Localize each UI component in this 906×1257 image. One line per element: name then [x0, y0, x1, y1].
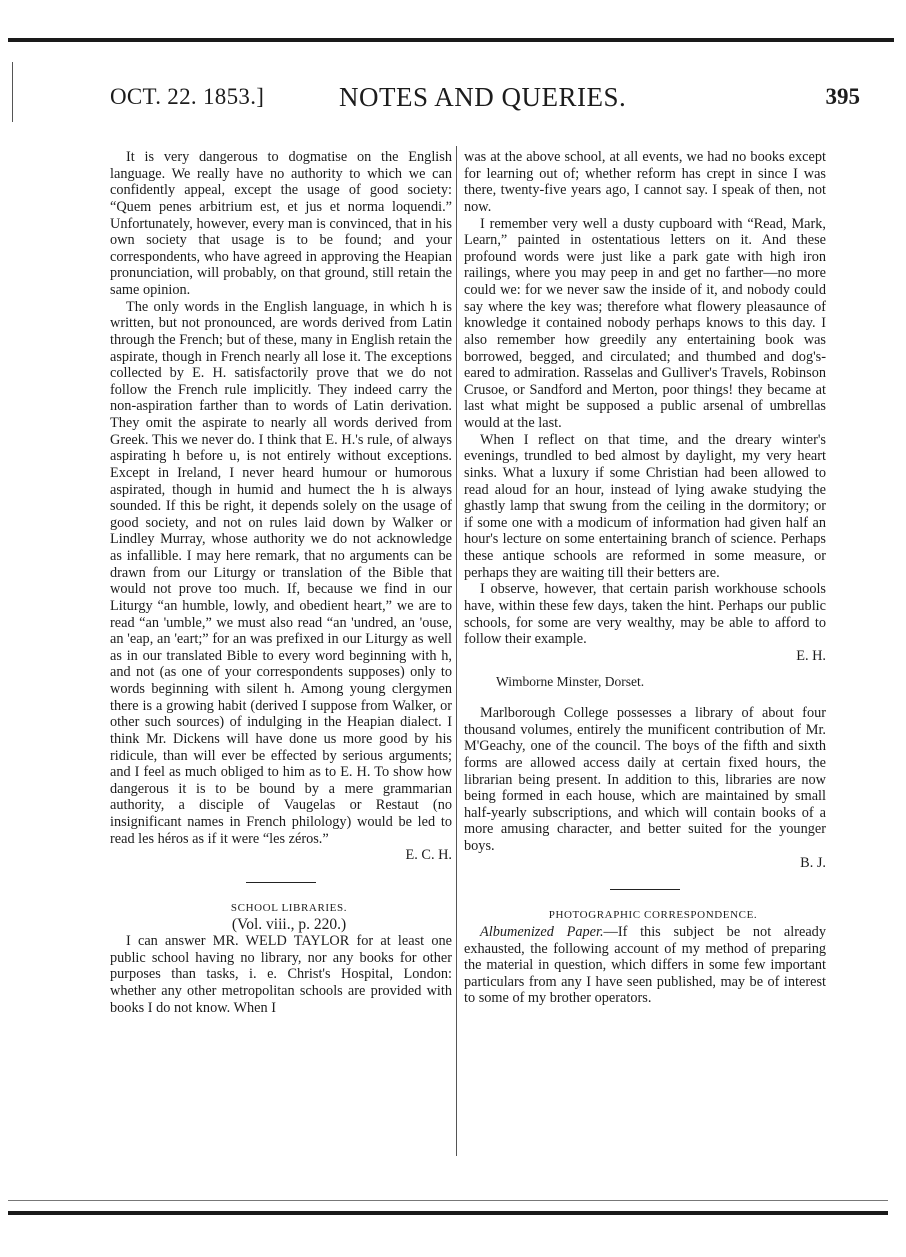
paragraph-lead: Albumenized Paper. — [480, 923, 604, 940]
paragraph: I observe, however, that certain parish workhouse schools have, within these few days, taken the hint. Perhaps our public schools, for some are very wealthy, may be able to afford to follow their example. — [464, 581, 826, 648]
bottom-thin-rule — [8, 1200, 888, 1201]
paragraph: was at the above school, at all events, we had no books except for learning out of; whether reform has crept in since I was there, twenty-five years ago, I cannot say. I speak of then, not now. — [464, 149, 826, 215]
header-title: NOTES AND QUERIES. — [339, 82, 627, 112]
column-divider — [456, 146, 457, 1156]
section-heading: PHOTOGRAPHIC CORRESPONDENCE. — [548, 909, 758, 922]
paragraph: When I reflect on that time, and the dreary winter's evenings, trundled to bed almost by daylight, my very heart sinks. What a luxury if some Christian had been allowed to read aloud for an hour, instead of lying awake studying the ghastly lamp that swung from the ceiling in the dormitory; or if some one with a modicum of information had given half an hour's lecture on some entertaining branch of science. Perhaps these antique schools are reformed in some measure, or perhaps they are waiting till their betters are. — [464, 431, 826, 581]
signature: E. H. — [796, 647, 826, 664]
paragraph: I can answer MR. WELD TAYLOR for at least one public school having no library, nor any books for other purposes than tasks, i. e. Christ's Hospital, London: whether any other metropolitan schools are provided with books I do not know. When I — [110, 933, 452, 1016]
right-column — [464, 149, 826, 1007]
page-number: 395 — [825, 84, 860, 109]
paragraph: I remember very well a dusty cupboard with “Read, Mark, Learn,” painted in ostentatious letters on it. And these profound words were just like a park gate with high iron railings, where you may peep in and get no farther—no more could we: for we never saw the inside of it, and nobody could say where the key was; therefore what flowery pleasaunce of knowledge it contained nobody perhaps knows to this day. I also remember how greedily any entertaining book was borrowed, begged, and circulated; and thumbed and dog's-eared to admiration. Rasselas and Gulliver's Travels, Robinson Crusoe, or Sandford and Merton, poor things! they became at last what might be supposed a public arsenal of umbrellas would at the last. — [464, 215, 826, 431]
paragraph: The only words in the English language, in which h is written, but not pronounced, are words derived from Latin through the French; but of these, many in English retain the aspirate, though in French nearly all lose it. The exceptions collected by E. H. satisfactorily prove that we do not follow the French rule implicitly. They indeed carry the non-aspiration farther than to words of Latin derivation. They omit the aspirate to nearly all words derived from Greek. This we never do. I think that E. H.'s rule, of always aspirating h before u, is not entirely without exceptions. Except in Ireland, I never heard humour or humorous aspirated, though in humid and humect the h is always sounded. If this be right, it depends solely on the usage of good society, and not on rules laid down by Walker or Lindley Murray, whose authority we do not acknowledge as infallible. I may here remark, that no arguments can be drawn from our Liturgy or translation of the Bible that would not prove too much. If, because we find in our Liturgy “an humble, lowly, and obedient heart,” we are to read “an 'umble,” we must also read “an 'undred, an 'ouse, an 'eap, an 'eart;” for an was prefixed in our Liturgy as well as in our translated Bible to every word beginning with h, and not (as one of your correspondents supposes) only to words beginning with silent h. Among young clergymen there is a growing habit (derived I suppose from Walker, or other such sources) of indulging in the Heapian dialect. I think Mr. Dickens will have done us more good by his ridicule, than will ever be effected by serious arguments; and I feel as much obliged to him as to E. H. To show how dangerous it is to be bound by a mere grammarian authority, a disciple of Vaugelas or Restaut (no insignificant names in French philology) would be led to read les héros as if it were “les zéros.” — [110, 298, 452, 847]
signature: B. J. — [800, 854, 826, 871]
section-reference: (Vol. viii., p. 220.) — [231, 915, 347, 933]
page-header — [110, 84, 860, 124]
header-date: OCT. 22. 1853.] — [110, 84, 265, 109]
place-line: Wimborne Minster, Dorset. — [496, 674, 645, 690]
top-rule — [8, 38, 894, 42]
section-heading: SCHOOL LIBRARIES. — [230, 901, 348, 914]
signature: E. C. H. — [405, 847, 452, 864]
paragraph: Marlborough College possesses a library of about four thousand volumes, entirely the munificent contribution of Mr. M'Geachy, one of the council. The boys of the fifth and sixth forms are allowed access daily at certain fixed hours, the librarian being present. In addition to this, libraries are now being formed in each house, which are maintained by small half-yearly subscriptions, and which will contain books of a more amusing character, and better suited for the younger boys. — [464, 705, 826, 854]
paragraph-body: —If this subject be not already exhausted, the following account of my method of preparing the material in question, which differs in some few important particulars from any I have seen published, may be of interest to some of my brother operators. — [464, 923, 826, 1007]
bottom-rule — [8, 1211, 888, 1215]
section-separator — [246, 882, 316, 883]
margin-mark — [12, 62, 13, 122]
section-separator — [610, 889, 680, 890]
paragraph: It is very dangerous to dogmatise on the English language. We really have no authority to which we can confidently appeal, except the usage of good society: “Quem penes arbitrium est, et jus et norma loquendi.” Unfortunately, however, every man is convinced, that in his own society that usage is to be found; and your correspondents, who have agreed in approving the Heapian pronunciation, will probably, on that ground, still retain the same opinion. — [110, 149, 452, 298]
paragraph — [464, 924, 826, 1007]
left-column — [110, 149, 452, 1016]
